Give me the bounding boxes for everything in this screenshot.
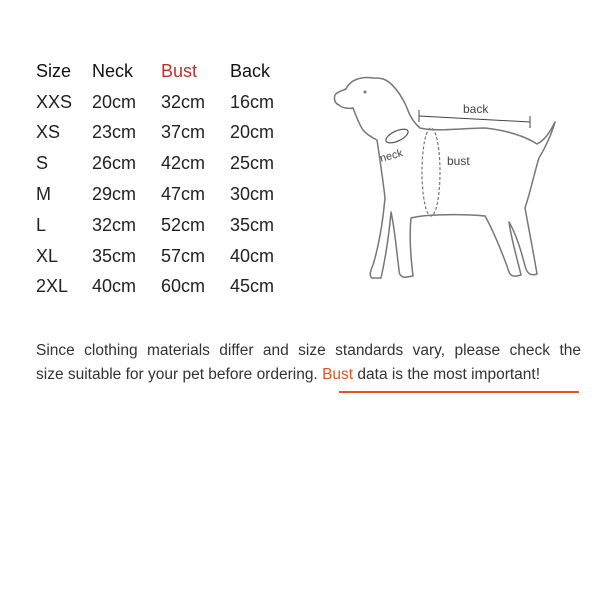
cell-back: 30cm [230,184,275,205]
cell-bust: 37cm [161,122,206,143]
back-label: back [463,102,489,116]
size-table [36,56,300,302]
cell-neck: 40cm [92,276,137,297]
cell-bust: 42cm [161,153,206,174]
header-back: Back [230,60,271,81]
cell-size: XXS [36,91,73,112]
cell-neck: 29cm [92,184,137,205]
size-note [36,339,581,387]
note-line-2 [36,363,581,387]
table-row [36,179,300,210]
cell-back: 40cm [230,245,275,266]
cell-back: 35cm [230,214,275,235]
header-bust: Bust [161,60,198,81]
neck-label: neck [378,147,405,165]
cell-bust: 32cm [161,91,206,112]
cell-neck: 35cm [92,245,137,266]
cell-neck: 20cm [92,91,137,112]
dog-measurement-diagram [325,70,575,290]
table-row [36,272,300,303]
cell-size: XS [36,122,61,143]
cell-size: M [36,184,51,205]
note-highlight-bust: Bust [322,366,354,383]
cell-size: XL [36,245,59,266]
cell-bust: 47cm [161,184,206,205]
note-line-1: Since clothing materials differ and size standards vary, please check the [36,342,581,359]
cell-back: 16cm [230,91,275,112]
cell-bust: 60cm [161,276,206,297]
cell-back: 25cm [230,153,275,174]
note-line-2-end: data is the most important! [357,366,541,383]
dog-outline-icon [334,77,555,278]
cell-size: L [36,214,47,235]
cell-neck: 32cm [92,214,137,235]
cell-size: 2XL [36,276,69,297]
cell-size: S [36,153,49,174]
cell-neck: 26cm [92,153,137,174]
table-row [36,210,300,241]
table-row [36,148,300,179]
cell-back: 45cm [230,276,275,297]
table-header-row [36,56,300,87]
bust-measure-ring [422,128,440,216]
note-underline [339,391,579,393]
cell-neck: 23cm [92,122,137,143]
header-neck: Neck [92,60,134,81]
note-line-2-start: size suitable for your pet before ordering. [36,366,318,383]
table-row [36,87,300,118]
neck-measure-ring [384,126,410,145]
dog-eye-icon [364,91,367,94]
cell-bust: 57cm [161,245,206,266]
cell-back: 20cm [230,122,275,143]
back-measure-line [419,116,530,122]
table-row [36,118,300,149]
cell-bust: 52cm [161,214,206,235]
header-size: Size [36,60,72,81]
bust-label: bust [447,154,470,168]
table-row [36,241,300,272]
